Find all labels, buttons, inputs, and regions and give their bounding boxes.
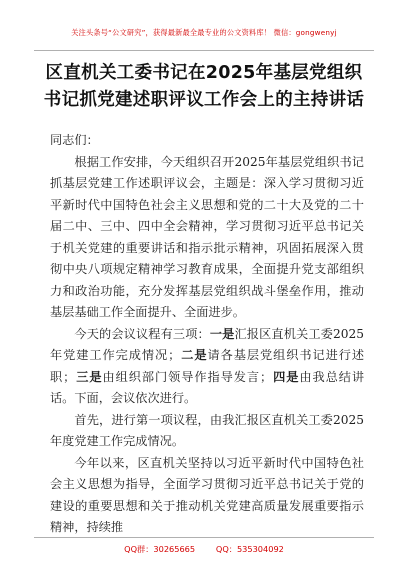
header-promo-text: 关注头条号“公文研究”，获得最新最全最专业的公文资料库！ 微信：gongwenyj bbox=[71, 28, 337, 37]
page-footer bbox=[34, 537, 374, 562]
agenda-marker: 四是 bbox=[272, 369, 300, 384]
paragraph-text: 请各基层党组织书记进行述职； bbox=[50, 348, 365, 384]
paragraph-list bbox=[50, 152, 364, 539]
agenda-marker: 一是 bbox=[209, 326, 235, 341]
body-paragraph bbox=[50, 453, 364, 539]
paragraph-text: 首先，进行第一项议程，由我汇报区直机关工委2025年度党建工作完成情况。 bbox=[50, 412, 364, 448]
document-body bbox=[50, 130, 364, 539]
greeting: 同志们： bbox=[50, 133, 99, 147]
paragraph-text: 由我总结讲话。下面，会议依次进行。 bbox=[50, 369, 365, 405]
paragraph-text: 今天的会议议程有三项： bbox=[74, 326, 210, 341]
paragraph-text: 根据工作安排，今天组织召开2025年基层党组织书记抓基层党建工作述职评议会，主题是：深入学习贯彻习近平新时代中国特色社会主义思想和党的二十大及党的二十届二中、三中、四中全会精神，学习贯彻习近平总书记关于机关党建的重要讲话和指示批示精神，巩固拓展深入贯彻中央八项规定精神学习教育成果，全面提升党支部组织力和政治功能，充分发挥基层党组织战斗堡垒作用，推动基层基础工作全面提升、全面进步。 bbox=[50, 154, 364, 319]
body-paragraph bbox=[50, 410, 364, 453]
paragraph-text: 今年以来，区直机关坚持以习近平新时代中国特色社会主义思想为指导，全面学习贯彻习近平总书记关于党的建设的重要思想和关于推动机关党建高质量发展重要指示精神，持续推 bbox=[50, 455, 364, 534]
paragraph-text: 由组织部门领导作指导发言； bbox=[102, 369, 273, 384]
page-header bbox=[34, 22, 374, 51]
agenda-marker: 三是 bbox=[75, 369, 103, 384]
body-paragraph bbox=[50, 152, 364, 324]
title-line-2: 书记抓党建述职评议工作会上的主持讲话 bbox=[43, 90, 365, 110]
body-paragraph bbox=[50, 324, 364, 410]
paragraph-text: 汇报区直机关工委2025年党建工作完成情况； bbox=[50, 326, 365, 362]
agenda-marker: 二是 bbox=[180, 348, 208, 362]
title-line-1: 区直机关工委书记在2025年基层党组织 bbox=[45, 63, 363, 83]
footer-contact-text: QQ群：30265665 QQ：535304092 bbox=[124, 544, 284, 554]
document-title bbox=[34, 60, 374, 114]
